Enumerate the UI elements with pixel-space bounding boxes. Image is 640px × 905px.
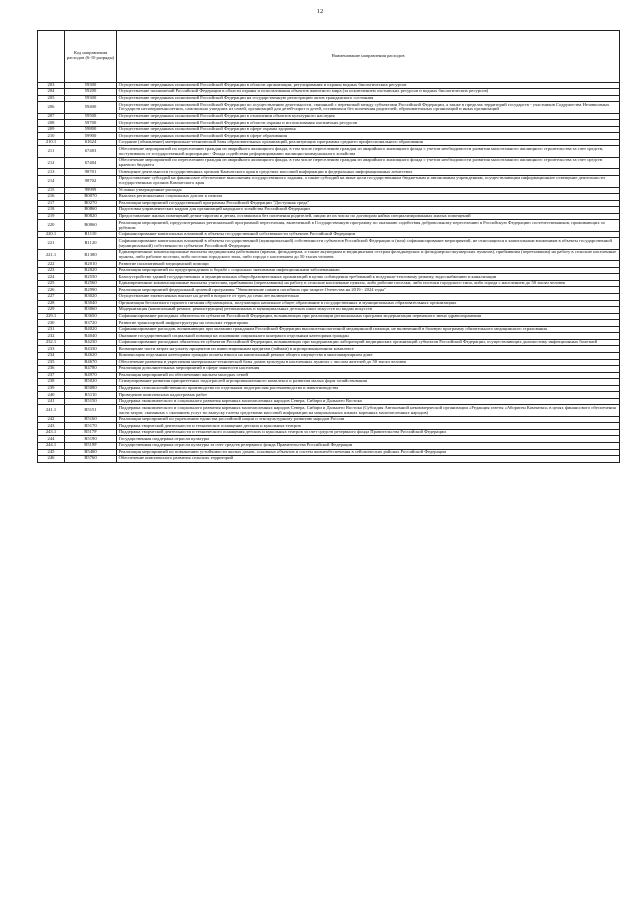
row-name: Благоустройство зданий государственных и муниципальных общеобразовательных организаций в целях соблюдения требований к воздушно-тепловому режиму, водоснабжению и канализации <box>117 274 620 281</box>
row-number: 240 <box>38 392 65 399</box>
row-code: R4620 <box>65 352 117 359</box>
row-number: 204 <box>38 89 65 96</box>
row-number: 215 <box>38 187 65 194</box>
table-row <box>38 238 620 250</box>
row-code: R5080 <box>65 385 117 392</box>
row-code: 59800 <box>65 126 117 133</box>
row-name: Условно утвержденные расходы <box>117 187 620 194</box>
table-row <box>38 146 620 158</box>
row-number: 232 <box>38 333 65 340</box>
row-name: Реализация мероприятий по укреплению единства российской нации и этнокультурному развитию народов России <box>117 416 620 423</box>
row-number: 245 <box>38 449 65 456</box>
row-name: Обеспечение комплексного развития сельских территорий <box>117 456 620 463</box>
row-number: 229 <box>38 307 65 314</box>
row-code: R5760 <box>65 456 117 463</box>
row-name: Софинансирование расходов, возникающих при оказании гражданам Российской Федерации высокотехнологичной медицинской помощи, не включенной в базовую программу обязательного медицинского страхования <box>117 326 620 333</box>
row-code: R1380 <box>65 249 117 261</box>
row-code: 98701 <box>65 169 117 176</box>
header-number <box>38 31 65 83</box>
row-code: 67484 <box>65 157 117 169</box>
row-code: 98702 <box>65 176 117 188</box>
page-number: 12 <box>316 8 324 15</box>
row-name: Реализация мероприятий, предусмотренных региональной программой переселения, включенной в Государственную программу по оказанию содействия добровольному переселению в Российскую Федерацию соотечественников, проживающих за рубежом <box>117 220 620 232</box>
table-row <box>38 249 620 261</box>
row-name: Софинансирование капитальных вложений в объекты государственной (муниципальной) собственности субъектов Российской Федерации и (или) софинансирование мероприятий, не относящихся к капитальным вложениям в объекты государственной (муниципальной) собственности субъектов Российской Федерации <box>117 238 620 250</box>
row-number: 244 <box>38 436 65 443</box>
table-row <box>38 176 620 188</box>
row-code: R0860 <box>65 220 117 232</box>
row-name: Единовременные компенсационные выплаты медицинским работникам (врачам, фельдшерам, а также акушеркам и медицинским сестрам фельдшерских и фельдшерско-акушерских пунктов), прибывшим (переехавшим) на работу в сельские населенные пункты, либо рабочие поселки, либо поселки городского типа, либо города с населением до 50 тысяч человек <box>117 249 620 261</box>
row-code: R2560 <box>65 280 117 287</box>
row-number: 211 <box>38 146 65 158</box>
row-code: R4970 <box>65 372 117 379</box>
row-code: 99999 <box>65 187 117 194</box>
row-name: Обеспечение развития и укрепления материально-технической базы домов культуры в населенных пунктах с числом жителей до 50 тысяч человек <box>117 359 620 366</box>
row-code: 59500 <box>65 113 117 120</box>
row-name: Стимулирование развития приоритетных подотраслей агропромышленного комплекса и развития малых форм хозяйствования <box>117 379 620 386</box>
row-number: 234 <box>38 352 65 359</box>
row-name: Организация бесплатного горячего питания обучающихся, получающих начальное общее образование в государственных и муниципальных образовательных организациях <box>117 300 620 307</box>
row-name: Развитие транспортной инфраструктуры на сельских территориях <box>117 320 620 327</box>
row-code: R4780 <box>65 366 117 373</box>
row-code: 59900 <box>65 133 117 140</box>
row-code: R4020 <box>65 326 117 333</box>
row-code: R5170 <box>65 423 117 430</box>
table-row <box>38 405 620 417</box>
row-code: R5151 <box>65 405 117 417</box>
row-code: R2020 <box>65 267 117 274</box>
row-code: R1120 <box>65 238 117 250</box>
row-name: Софинансирование расходных обязательств субъектов Российской Федерации, возникающих при реализации региональных программ модернизации первичного звена здравоохранения <box>117 313 620 320</box>
row-number: 233 <box>38 346 65 353</box>
row-number: 224 <box>38 274 65 281</box>
row-name: Создание (обновление) материально-технической базы образовательных организаций, реализующих программы среднего профессионального образования <box>117 139 620 146</box>
row-number: 241.1 <box>38 405 65 417</box>
row-number: 232.1 <box>38 339 65 346</box>
row-number: 207 <box>38 113 65 120</box>
row-code: R3040 <box>65 300 117 307</box>
row-name: Поддержка творческой деятельности и технического оснащения детских и кукольных театров за счет средств резервного фонда Правительства Российской Федерации <box>117 429 620 436</box>
row-code: R0070 <box>65 194 117 201</box>
row-code: R5150 <box>65 398 117 405</box>
row-code: R5020 <box>65 379 117 386</box>
row-name: Компенсация отдельным категориям граждан оплаты взноса на капитальный ремонт общего имущества в многоквартирном доме <box>117 352 620 359</box>
row-name: Модернизация (капитальный ремонт, реконструкция) региональных и муниципальных детских школ искусств по видам искусств <box>117 307 620 314</box>
row-name: Обеспечение мероприятий по переселению граждан из аварийного жилищного фонда, в том числе переселению граждан из аварийного жилищного фонда с учетом необходимости развития малоэтажного жилищного строительства за счет средств, поступивших от государственной корпорации - Фонда содействия реформированию жилищно-коммунального хозяйства <box>117 146 620 158</box>
row-name: Выплата региональных социальных доплат к пенсии <box>117 194 620 201</box>
table-row <box>38 157 620 169</box>
row-code: R5400 <box>65 449 117 456</box>
row-name: Обеспечение мероприятий по переселению граждан из аварийного жилищного фонда, в том числе переселению граждан из аварийного жилищного фонда с учетом необходимости развития малоэтажного жилищного строительства за счет средств краевого бюджета <box>117 157 620 169</box>
row-number: 213 <box>38 169 65 176</box>
row-number: 218 <box>38 207 65 214</box>
row-number: 231 <box>38 326 65 333</box>
row-code: R4230 <box>65 339 117 346</box>
row-name: Осуществление переданных полномочий Российской Федерации в сфере охраны здоровья <box>117 126 620 133</box>
row-number: 203 <box>38 82 65 89</box>
row-number: 242 <box>38 416 65 423</box>
row-code: 59200 <box>65 89 117 96</box>
row-code: 59300 <box>65 95 117 102</box>
row-number: 239 <box>38 385 65 392</box>
row-number: 219 <box>38 213 65 220</box>
row-code: R1110 <box>65 231 117 238</box>
row-number: 229.1 <box>38 313 65 320</box>
row-code: 59300 <box>65 82 117 89</box>
row-name: Возмещение части затрат на уплату процентов по инвестиционным кредитам (займам) в агропромышленном комплексе <box>117 346 620 353</box>
row-name: Осуществление переданных полномочий Российской Федерации по осуществлению деятельности, связанной с перевозкой между субъектами Российской Федерации, а также в пределах территорий государств - участников Содружества Независимых Государств несовершеннолетних, самовольно ушедших из семей, организаций для детей-сирот и детей, оставшихся без попечения родителей, образовательных организаций и иных организаций <box>117 102 620 114</box>
row-name: Осуществление переданных полномочий Российской Федерации в сфере образования <box>117 133 620 140</box>
row-number: 230 <box>38 320 65 327</box>
row-name: Поддержка экономического и социального развития коренных малочисленных народов Севера, Сибири и Дальнего Востока <box>117 398 620 405</box>
row-name: Реализация мероприятий по обеспечению жильем молодых семей <box>117 372 620 379</box>
row-name: Предоставление субсидий на финансовое обеспечение выполнения государственного задания, а также субсидий на иные цели государственным бюджетным и автономным учреждениям, осуществляющим информационное освещение деятельности государственных органов Камчатского края <box>117 176 620 188</box>
table-body <box>38 82 620 462</box>
row-name: Осуществление переданных полномочий Российской Федерации в отношении объектов культурного наследия <box>117 113 620 120</box>
row-name: Осуществление переданных полномочий Российской Федерации на государственную регистрацию актов гражданского состояния <box>117 95 620 102</box>
row-number: 221 <box>38 238 65 250</box>
header-name: Наименование направления расходов <box>117 31 620 83</box>
row-number: 210 <box>38 133 65 140</box>
row-code: R5160 <box>65 416 117 423</box>
row-number: 210.1 <box>38 139 65 146</box>
table-row <box>38 220 620 232</box>
row-name: Предоставление жилых помещений детям-сиротам и детям, оставшимся без попечения родителей, лицам из их числа по договорам найма специализированных жилых помещений <box>117 213 620 220</box>
row-name: Софинансирование расходных обязательств субъектов Российской Федерации, возникающих при модернизации лабораторий медицинских организаций субъектов Российской Федерации, осуществляющих диагностику инфекционных болезней <box>117 339 620 346</box>
table-row <box>38 456 620 463</box>
row-code: R4330 <box>65 346 117 353</box>
row-number: 206 <box>38 102 65 114</box>
table-row <box>38 280 620 287</box>
row-number: 205 <box>38 95 65 102</box>
row-name: Государственная поддержка отрасли культуры за счет средств резервного фонда Правительства Российской Федерации <box>117 443 620 450</box>
row-name: Государственная поддержка отрасли культуры <box>117 436 620 443</box>
row-code: R3060 <box>65 307 117 314</box>
row-name: Единовременные компенсационные выплаты учителям, прибывшим (переехавшим) на работу в сельские населенные пункты, либо рабочие поселки, либо поселки городского типа, либо города с населением до 50 тысяч человек <box>117 280 620 287</box>
row-name: Реализация мероприятий федеральной целевой программы "Увековечение памяти погибших при защите Отечества на 2019 - 2024 годы" <box>117 287 620 294</box>
row-number: 243 <box>38 423 65 430</box>
row-code: R519F <box>65 443 117 450</box>
row-number: 243.1 <box>38 429 65 436</box>
table-row <box>38 102 620 114</box>
row-number: 221.1 <box>38 249 65 261</box>
row-number: 226 <box>38 287 65 294</box>
row-code: R2550 <box>65 274 117 281</box>
row-code: R3650 <box>65 313 117 320</box>
row-code: R4670 <box>65 359 117 366</box>
row-name: Реализация мероприятий государственной программы Российской Федерации "Доступная среда" <box>117 200 620 207</box>
row-name: Поддержка экономического и социального развития коренных малочисленных народов Севера, Сибири и Дальнего Востока (Субсидия Автономной некоммерческой организации «Редакция газеты «Абориген Камчатки» в целях финансового обеспечения части затрат, связанных с оказанием услуг по выпуску газеты средствами массовой информации на национальных языках коренных малочисленных народов) <box>117 405 620 417</box>
row-number: 237 <box>38 372 65 379</box>
row-number: 212 <box>38 157 65 169</box>
table-row <box>38 326 620 333</box>
row-name: Осуществление переданных полномочий Российской Федерации в области организации, регулирования и охраны водных биологических ресурсов <box>117 82 620 89</box>
row-code: R2990 <box>65 287 117 294</box>
table-row <box>38 339 620 346</box>
row-name: Проведение комплексных кадастровых работ <box>117 392 620 399</box>
row-code: R2010 <box>65 261 117 268</box>
row-code: R5110 <box>65 392 117 399</box>
row-name: Подготовка управленческих кадров для организаций народного хозяйства Российской Федерации <box>117 207 620 214</box>
row-number: 244.1 <box>38 443 65 450</box>
row-name: Развитие паллиативной медицинской помощи <box>117 261 620 268</box>
row-name: Реализация дополнительных мероприятий в сфере занятости населения <box>117 366 620 373</box>
row-number: 216 <box>38 194 65 201</box>
row-code: R0270 <box>65 200 117 207</box>
row-number: 220 <box>38 220 65 232</box>
row-code: R5190 <box>65 436 117 443</box>
row-name: Поддержка творческой деятельности и техническое оснащение детских и кукольных театров <box>117 423 620 430</box>
row-code: R3720 <box>65 320 117 327</box>
row-code: R4040 <box>65 333 117 340</box>
row-code: R0860 <box>65 207 117 214</box>
row-number: 209 <box>38 126 65 133</box>
row-name: Поддержка сельскохозяйственного производства по отдельным подотраслям растениеводства и животноводства <box>117 385 620 392</box>
row-number: 228 <box>38 300 65 307</box>
row-name: Осуществление переданных полномочий Российской Федерации в области охраны и использования охотничьих ресурсов <box>117 120 620 127</box>
row-code: R0820 <box>65 213 117 220</box>
row-number: 227 <box>38 294 65 301</box>
row-number: 235 <box>38 359 65 366</box>
row-number: 214 <box>38 176 65 188</box>
row-name: Освещение деятельности государственных органов Камчатского края в средствах массовой информации и федеральных информационных агентствах <box>117 169 620 176</box>
row-number: 220.1 <box>38 231 65 238</box>
table-header-row <box>38 31 620 83</box>
row-number: 222 <box>38 261 65 268</box>
row-code: R517F <box>65 429 117 436</box>
expense-codes-table <box>37 30 620 463</box>
header-code: Код направления расходов (6-10 разряды) <box>65 31 117 83</box>
row-number: 238 <box>38 379 65 386</box>
row-code: 61624 <box>65 139 117 146</box>
row-code: 67483 <box>65 146 117 158</box>
row-name: Оказание государственной социальной помощи на основании социального контракта отдельным категориям граждан <box>117 333 620 340</box>
row-code: 59400 <box>65 102 117 114</box>
row-number: 223 <box>38 267 65 274</box>
row-name: Реализация мероприятий по повышению устойчивости жилых домов, основных объектов и систем жизнеобеспечения в сейсмических районах Российской Федерации <box>117 449 620 456</box>
row-number: 241 <box>38 398 65 405</box>
row-number: 225 <box>38 280 65 287</box>
row-number: 236 <box>38 366 65 373</box>
row-number: 217 <box>38 200 65 207</box>
row-number: 208 <box>38 120 65 127</box>
row-name: Осуществление полномочий Российской Федерации в области охраны и использования объектов животного мира (за исключением охотничьих ресурсов и водных биологических ресурсов) <box>117 89 620 96</box>
row-code: R3020 <box>65 294 117 301</box>
row-code: 59700 <box>65 120 117 127</box>
row-name: Софинансирование капитальных вложений в объекты государственной собственности субъектов Российской Федерации <box>117 231 620 238</box>
row-name: Осуществление ежемесячных выплат на детей в возрасте от трех до семи лет включительно <box>117 294 620 301</box>
row-name: Реализация мероприятий по предупреждению и борьбе с социально значимыми инфекционными заболеваниями <box>117 267 620 274</box>
row-number: 246 <box>38 456 65 463</box>
